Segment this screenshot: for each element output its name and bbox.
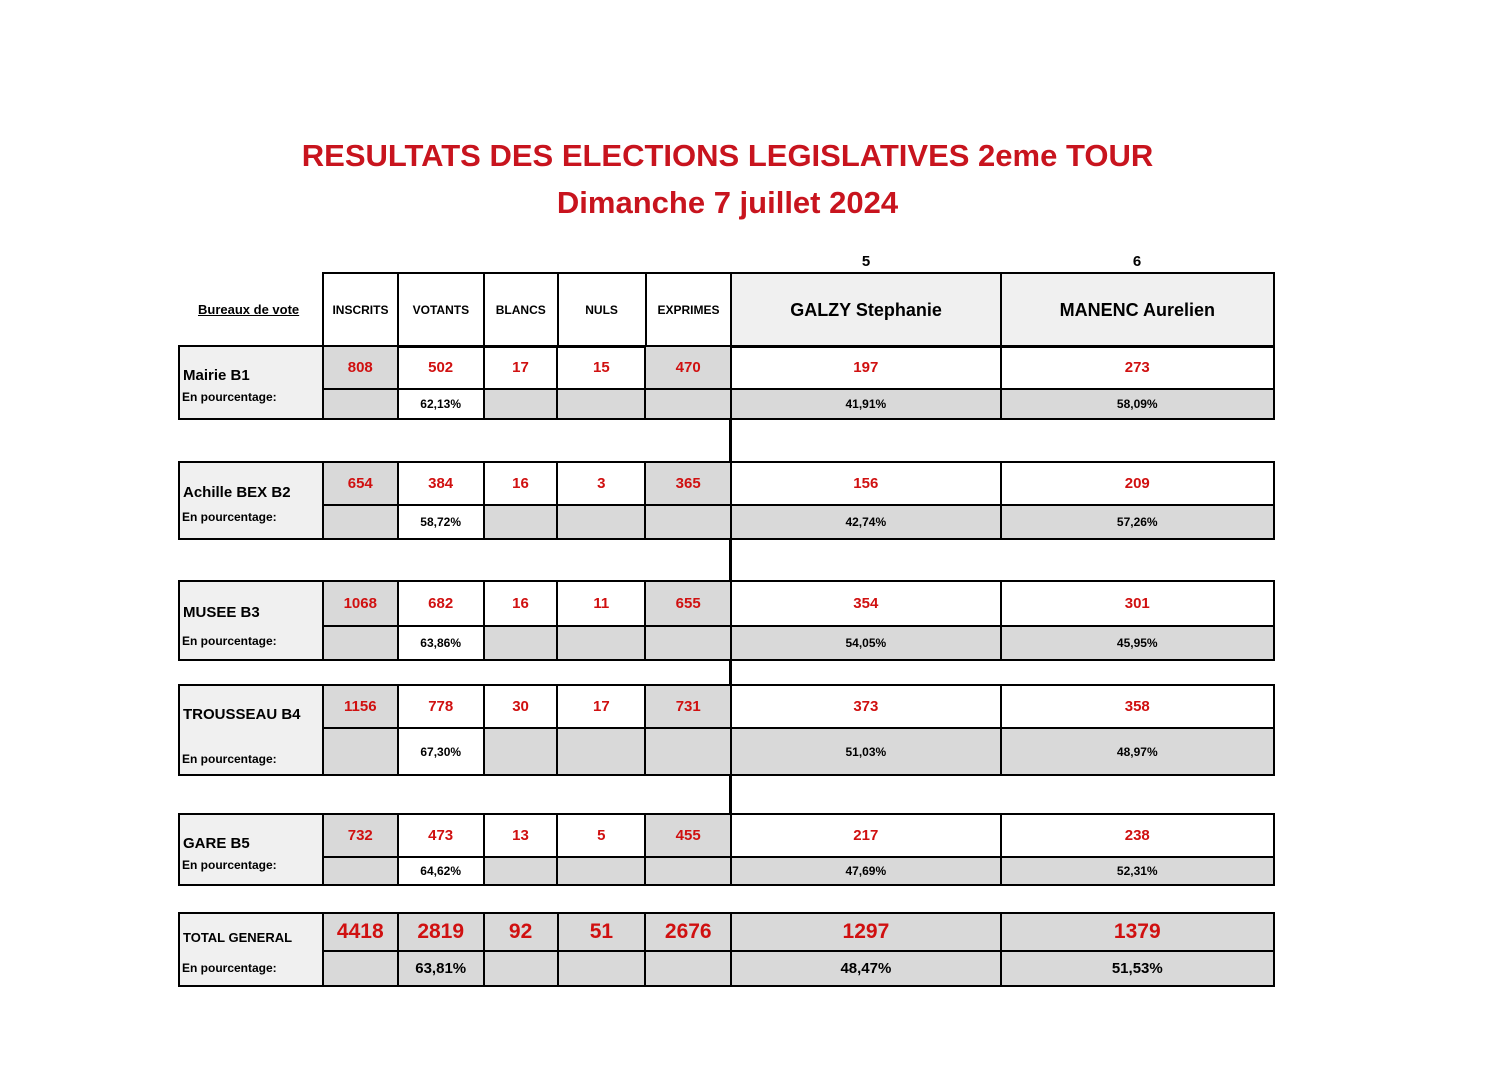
votants-value: 682 xyxy=(398,581,484,626)
votants-percent: 58,72% xyxy=(398,505,484,539)
inscrits-value: 1156 xyxy=(323,685,398,728)
station-label xyxy=(179,814,323,885)
candidate2-percent: 48,97% xyxy=(1001,728,1274,775)
candidate2-votes: 238 xyxy=(1001,814,1274,857)
results-header xyxy=(322,272,1275,348)
empty-cell xyxy=(323,626,398,660)
divider xyxy=(729,773,732,814)
blancs-total: 92 xyxy=(484,913,558,951)
empty-cell xyxy=(645,728,731,775)
nuls-value: 11 xyxy=(557,581,645,626)
candidate2-total: 1379 xyxy=(1001,913,1274,951)
total-name: TOTAL GENERAL xyxy=(183,930,293,945)
candidate2-votes: 273 xyxy=(1001,346,1274,389)
empty-cell xyxy=(557,389,645,419)
candidate2-percent: 52,31% xyxy=(1001,857,1274,885)
candidate2-total-percent: 51,53% xyxy=(1001,951,1274,986)
votants-total-percent: 63,81% xyxy=(398,951,484,986)
station-name: MUSEE B3 xyxy=(183,604,260,621)
column-header: NULS xyxy=(558,273,646,347)
blancs-value: 16 xyxy=(484,462,558,505)
station-label xyxy=(179,346,323,419)
empty-cell xyxy=(645,951,731,986)
polling-stations-label: Bureaux de vote xyxy=(198,302,300,317)
divider xyxy=(729,418,732,462)
empty-cell xyxy=(484,626,558,660)
candidate1-percent: 51,03% xyxy=(731,728,1000,775)
station-block xyxy=(178,684,1275,776)
station-label xyxy=(179,581,323,660)
empty-cell xyxy=(323,389,398,419)
votants-value: 473 xyxy=(398,814,484,857)
inscrits-value: 732 xyxy=(323,814,398,857)
exprimes-value: 470 xyxy=(645,346,731,389)
candidate1-percent: 47,69% xyxy=(731,857,1000,885)
blancs-value: 13 xyxy=(484,814,558,857)
percentage-label: En pourcentage: xyxy=(182,634,277,648)
percentage-label: En pourcentage: xyxy=(182,858,277,872)
nuls-total: 51 xyxy=(558,913,646,951)
station-label xyxy=(179,685,323,775)
station-name: TROUSSEAU B4 xyxy=(183,706,301,723)
candidate1-percent: 41,91% xyxy=(731,389,1000,419)
percentage-label: En pourcentage: xyxy=(182,961,277,975)
empty-cell xyxy=(645,626,731,660)
candidate-number: 5 xyxy=(861,253,871,270)
candidate1-percent: 54,05% xyxy=(731,626,1000,660)
votants-value: 384 xyxy=(398,462,484,505)
percentage-label: En pourcentage: xyxy=(182,752,277,766)
blancs-value: 30 xyxy=(484,685,558,728)
empty-cell xyxy=(323,951,398,986)
divider xyxy=(729,537,732,581)
votants-total: 2819 xyxy=(398,913,484,951)
column-header: VOTANTS xyxy=(398,273,484,347)
blancs-value: 17 xyxy=(484,346,558,389)
exprimes-total: 2676 xyxy=(645,913,731,951)
percentage-label: En pourcentage: xyxy=(182,390,277,404)
station-block xyxy=(178,345,1275,420)
candidate1-votes: 156 xyxy=(731,462,1000,505)
column-header: EXPRIMES xyxy=(646,273,732,347)
votants-value: 778 xyxy=(398,685,484,728)
nuls-value: 17 xyxy=(557,685,645,728)
empty-cell xyxy=(557,728,645,775)
candidate1-votes: 197 xyxy=(731,346,1000,389)
empty-cell xyxy=(645,857,731,885)
empty-cell xyxy=(323,505,398,539)
station-block xyxy=(178,461,1275,540)
candidate-name: MANENC Aurelien xyxy=(1001,273,1274,347)
page-subtitle: Dimanche 7 juillet 2024 xyxy=(556,185,899,220)
candidate2-percent: 45,95% xyxy=(1001,626,1274,660)
votants-percent: 64,62% xyxy=(398,857,484,885)
empty-cell xyxy=(323,728,398,775)
candidate1-votes: 217 xyxy=(731,814,1000,857)
empty-cell xyxy=(645,505,731,539)
percentage-label: En pourcentage: xyxy=(182,510,277,524)
exprimes-value: 655 xyxy=(645,581,731,626)
votants-percent: 67,30% xyxy=(398,728,484,775)
empty-cell xyxy=(645,389,731,419)
empty-cell xyxy=(484,505,558,539)
votants-value: 502 xyxy=(398,346,484,389)
inscrits-value: 808 xyxy=(323,346,398,389)
page-title: RESULTATS DES ELECTIONS LEGISLATIVES 2eme TOUR xyxy=(301,138,1154,173)
candidate1-votes: 373 xyxy=(731,685,1000,728)
exprimes-value: 455 xyxy=(645,814,731,857)
nuls-value: 5 xyxy=(557,814,645,857)
nuls-value: 15 xyxy=(557,346,645,389)
empty-cell xyxy=(484,389,558,419)
empty-cell xyxy=(484,951,558,986)
divider xyxy=(729,658,732,685)
inscrits-value: 654 xyxy=(323,462,398,505)
station-name: Mairie B1 xyxy=(183,367,250,384)
empty-cell xyxy=(557,505,645,539)
inscrits-value: 1068 xyxy=(323,581,398,626)
candidate2-votes: 209 xyxy=(1001,462,1274,505)
candidate1-votes: 354 xyxy=(731,581,1000,626)
total-label xyxy=(179,913,323,986)
candidate2-percent: 57,26% xyxy=(1001,505,1274,539)
empty-cell xyxy=(323,857,398,885)
empty-cell xyxy=(557,626,645,660)
exprimes-value: 365 xyxy=(645,462,731,505)
empty-cell xyxy=(484,728,558,775)
station-label xyxy=(179,462,323,539)
empty-cell xyxy=(484,857,558,885)
candidate1-total: 1297 xyxy=(731,913,1000,951)
exprimes-value: 731 xyxy=(645,685,731,728)
empty-cell xyxy=(557,857,645,885)
candidate1-percent: 42,74% xyxy=(731,505,1000,539)
column-header: BLANCS xyxy=(484,273,558,347)
station-block xyxy=(178,813,1275,886)
station-name: GARE B5 xyxy=(183,835,250,852)
station-name: Achille BEX B2 xyxy=(183,484,291,501)
empty-cell xyxy=(558,951,646,986)
candidate2-votes: 301 xyxy=(1001,581,1274,626)
candidate-number: 6 xyxy=(1132,253,1142,270)
blancs-value: 16 xyxy=(484,581,558,626)
votants-percent: 62,13% xyxy=(398,389,484,419)
column-header: INSCRITS xyxy=(323,273,398,347)
total-block xyxy=(178,912,1275,987)
candidate2-votes: 358 xyxy=(1001,685,1274,728)
candidate-name: GALZY Stephanie xyxy=(731,273,1000,347)
inscrits-total: 4418 xyxy=(323,913,398,951)
candidate1-total-percent: 48,47% xyxy=(731,951,1000,986)
candidate2-percent: 58,09% xyxy=(1001,389,1274,419)
station-block xyxy=(178,580,1275,661)
nuls-value: 3 xyxy=(557,462,645,505)
votants-percent: 63,86% xyxy=(398,626,484,660)
